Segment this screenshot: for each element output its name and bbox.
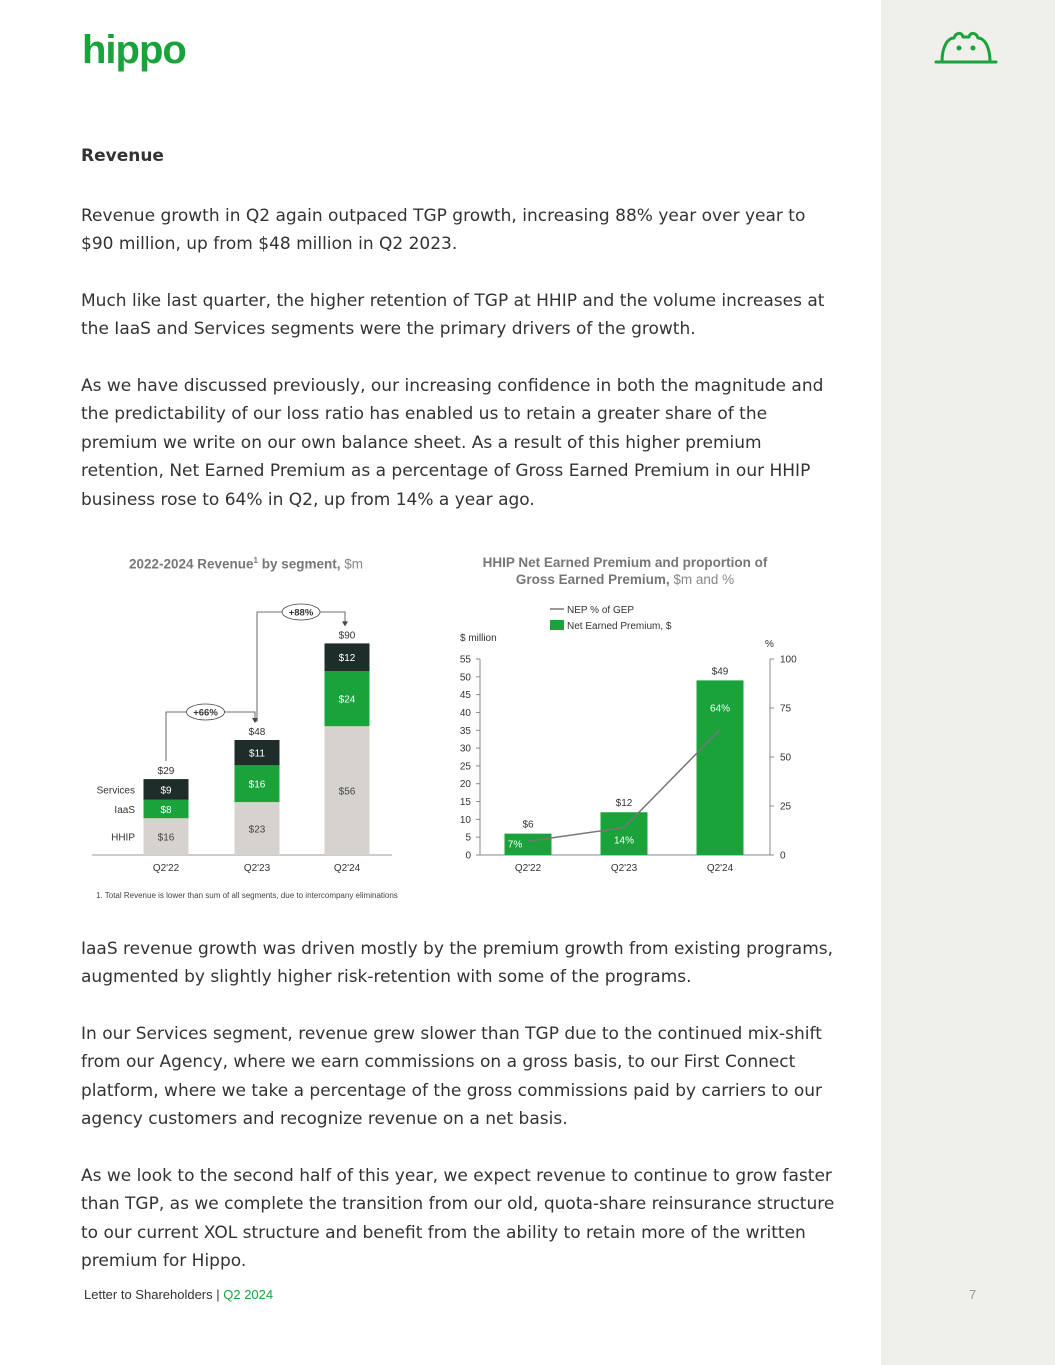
y-tick-label: 45 [459, 690, 471, 702]
x-tick-label: Q2'23 [243, 863, 271, 874]
chart-title-line2: Gross Earned Premium, [515, 572, 670, 587]
y2-tick-label: 0 [780, 850, 786, 862]
y-tick-label: 55 [459, 654, 471, 666]
percent-label: 14% [613, 835, 635, 847]
x-tick-label: Q2'24 [333, 863, 361, 874]
revenue-chart-title [96, 556, 396, 572]
total-label: $29 [157, 766, 175, 778]
data-label: $16 [157, 832, 175, 844]
y-tick-label: 10 [459, 814, 471, 826]
y-tick-label: 15 [459, 797, 471, 809]
hippo-logo: hippo [82, 28, 186, 72]
data-label: $16 [248, 779, 266, 791]
data-label: $23 [248, 824, 266, 836]
segment-label: Services [96, 785, 135, 797]
chart-footnote: 1. Total Revenue is lower than sum of all segments, due to intercompany eliminations [96, 891, 398, 900]
nep-chart [440, 595, 800, 890]
y-tick-label: 5 [465, 832, 471, 844]
y-tick-label: 35 [459, 725, 471, 737]
total-label: $48 [248, 727, 266, 738]
footer-quarter: Q2 2024 [223, 1287, 274, 1302]
y-tick-label: 0 [465, 850, 471, 862]
bar-value-label: $12 [615, 798, 633, 810]
footer [84, 1287, 273, 1302]
y-tick-label: 30 [459, 743, 471, 755]
legend-entry: NEP % of GEP [567, 605, 635, 616]
right-sidebar-panel [881, 0, 1055, 1365]
x-tick-label: Q2'24 [706, 863, 734, 874]
y2-tick-label: 100 [780, 654, 797, 666]
y2-tick-label: 50 [780, 752, 792, 764]
legend-entry: Net Earned Premium, $ [567, 621, 672, 632]
footnote-marker: 1 [253, 556, 258, 565]
bar-value-label: $49 [711, 666, 729, 678]
y-tick-label: 40 [459, 707, 471, 719]
chart-title-unit: $m and % [669, 572, 735, 587]
data-label: $12 [338, 653, 356, 665]
segment-label: HHIP [111, 832, 135, 844]
segment-label: IaaS [114, 805, 135, 816]
data-label: $24 [338, 694, 356, 706]
growth-label: +88% [288, 607, 314, 619]
y2-tick-label: 75 [780, 703, 792, 715]
y2-axis-label: % [765, 639, 774, 650]
y-tick-label: 50 [459, 672, 471, 684]
data-label: $8 [160, 805, 172, 816]
bar-value-label: $6 [522, 819, 534, 831]
chart-title-unit: $m [340, 556, 364, 572]
paragraph: As we look to the second half of this year, we expect revenue to continue to grow faster than TGP, as we complete the transition from our old, quota-share reinsurance structure to our current XOL structure and benefit from the ability to retain more of the written premium for Hippo. [81, 1166, 835, 1272]
y-tick-label: 20 [459, 779, 471, 791]
revenue-by-segment-chart [80, 590, 410, 890]
growth-label: +66% [193, 707, 218, 719]
paragraph: IaaS revenue growth was driven mostly by the premium growth from existing programs, augmented by slightly higher risk-retention with some of the programs. [81, 939, 834, 988]
x-tick-label: Q2'23 [610, 863, 638, 874]
legend-bar-swatch [550, 620, 564, 630]
page-number: 7 [969, 1287, 977, 1302]
percent-label: 7% [507, 839, 523, 851]
total-label: $90 [338, 630, 356, 642]
data-label: $56 [338, 786, 356, 798]
percent-label: 64% [709, 703, 731, 715]
y-axis-label: $ million [460, 633, 497, 644]
hippo-head-icon [932, 28, 1000, 66]
x-tick-label: Q2'22 [152, 863, 180, 874]
arrow-head [342, 621, 348, 626]
data-label: $9 [160, 785, 172, 797]
y2-tick-label: 25 [780, 801, 792, 813]
chart-title-line1: HHIP Net Earned Premium and proportion of [482, 555, 768, 570]
paragraph: Much like last quarter, the higher retention of TGP at HHIP and the volume increases at the IaaS and Services segments were the primary drivers of the growth. [81, 291, 825, 340]
x-tick-label: Q2'22 [514, 863, 542, 874]
footer-label: Letter to Shareholders | [84, 1287, 224, 1302]
y-tick-label: 25 [459, 761, 471, 773]
data-label: $11 [249, 748, 265, 760]
nep-bar [601, 812, 648, 855]
chart-title-suffix: by segment, [258, 556, 341, 572]
nep-chart-title [460, 554, 790, 588]
section-heading: Revenue [81, 146, 164, 166]
paragraph: As we have discussed previously, our increasing confidence in both the magnitude and the predictability of our loss ratio has enabled us to retain a greater share of the premium we write on our own balance sheet. As a result of this higher premium retention, Net Earned Premium as a percentage of Gross Earned Premium in our HHIP business rose to 64% in Q2, up from 14% a year ago. [81, 376, 824, 510]
chart-title-text: 2022-2024 Revenue [128, 556, 254, 572]
paragraph: In our Services segment, revenue grew slower than TGP due to the continued mix-shift from our Agency, where we earn commissions on a gross basis, to our First Connect platform, where we take a percentage of the gross commissions paid by carriers to our agency customers and recognize revenue on a net basis. [81, 1024, 822, 1130]
paragraph: Revenue growth in Q2 again outpaced TGP growth, increasing 88% year over year to $90 million, up from $48 million in Q2 2023. [81, 206, 806, 255]
